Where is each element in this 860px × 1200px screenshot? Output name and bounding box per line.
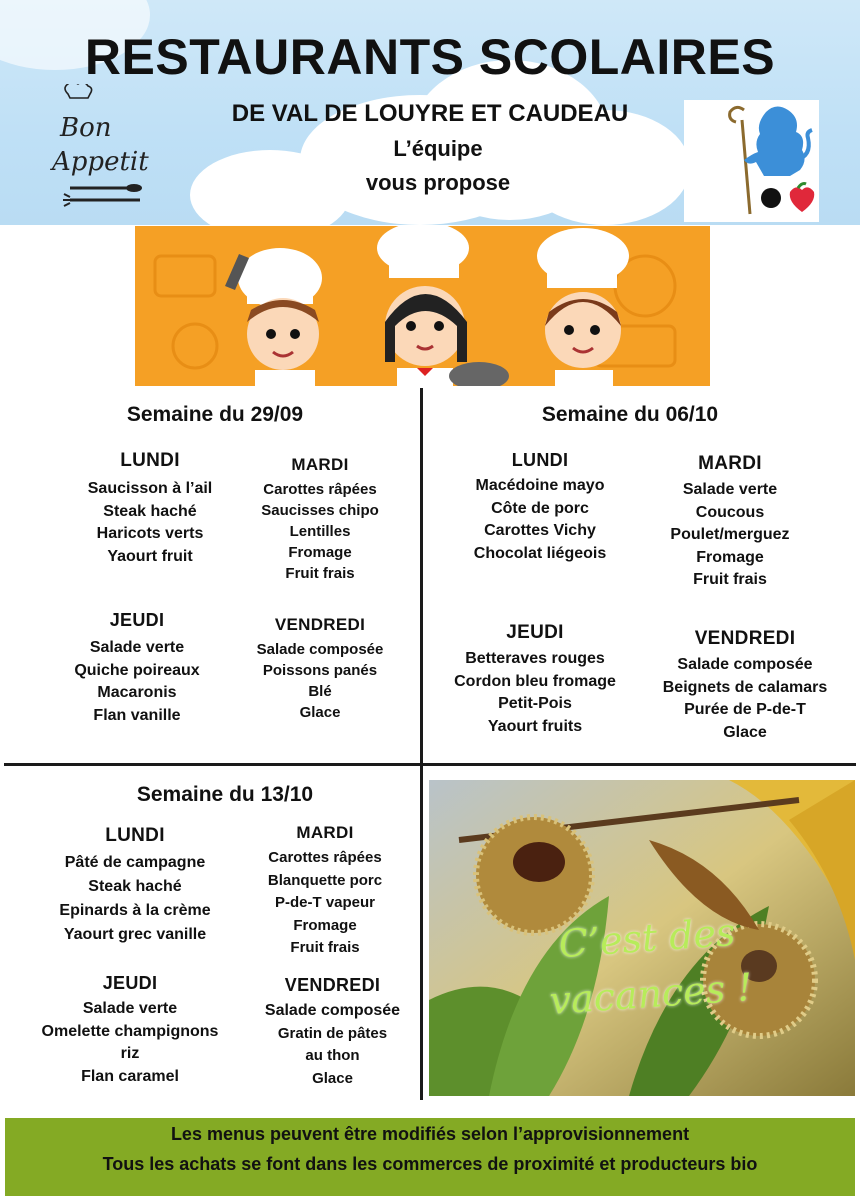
menu-item: Macaronis [97,684,177,701]
svg-text:Bon: Bon [60,113,112,143]
menu-item: Glace [312,1069,353,1087]
holiday-message [525,902,772,1030]
menu-item: Fromage [288,544,352,561]
page-subtitle: DE VAL DE LOUYRE ET CAUDEAU [231,100,629,127]
week-2-monday [430,450,650,565]
week-2-tuesday [635,453,825,592]
menu-item: Flan vanille [93,706,181,724]
menu-item: Fruit frais [290,939,360,956]
week-3-thursday [10,973,250,1088]
menu-item: Saucisses chipo [261,502,379,519]
holiday-line-2: vacances ! [548,964,754,1023]
day-name: VENDREDI [284,975,381,995]
menu-item: Flan caramel [81,1067,179,1085]
week-3-monday [15,825,255,947]
menu-item: Fruit frais [693,571,767,588]
holiday-line-1: C’est des [557,909,737,967]
chestnut-photo [429,780,855,1096]
menu-item: Glace [299,704,341,721]
header [0,0,860,225]
menu-item: Steak haché [88,878,182,895]
menu-item: Carottes Vichy [484,522,596,539]
day-name: JEUDI [102,973,158,993]
menu-item: Salade composée [264,1002,401,1019]
day-name: JEUDI [506,622,564,643]
week-1-tuesday [225,455,415,584]
menu-item: Macédoine mayo [475,477,605,494]
bon-appetit-logo [50,84,160,224]
commune-emblem [684,100,819,222]
week-3-friday [240,975,425,1090]
menu-item: Gratin de pâtes [277,1024,388,1042]
menu-item: Salade composée [677,656,813,673]
week-2-thursday [430,622,640,738]
menu-item: Coucous [695,503,765,521]
menu-item: Fromage [696,548,764,566]
day-name: VENDREDI [694,628,796,649]
menu-item: P-de-T vapeur [274,894,376,911]
day-name: MARDI [291,455,349,474]
menu-item: Lentilles [289,523,351,540]
menu-item: Yaourt grec vanille [63,926,207,943]
menu-item: Pâté de campagne [64,854,206,871]
menu-item: riz [120,1045,140,1062]
menu-item: Fromage [293,916,357,934]
week-3-tuesday [230,823,420,960]
menu-item: Salade verte [82,1000,178,1017]
day-name: LUNDI [511,450,569,470]
footer-banner [5,1118,855,1196]
menu-item: Betteraves rouges [465,650,605,667]
day-name: JEUDI [109,610,165,630]
day-name: MARDI [296,823,354,842]
menu-item: Salade verte [89,639,185,656]
week-2-title: Semaine du 06/10 [541,403,719,426]
menu-item: Carottes râpées [268,849,382,866]
chef-hat-icon [50,84,160,224]
grid-divider-horizontal [4,763,856,766]
week-2-friday [645,628,845,744]
week-1-title: Semaine du 29/09 [126,403,304,426]
menu-item: Yaourt fruit [107,547,193,565]
footer-line-2: Tous les achats se font dans les commerces de proximité et producteurs bio [102,1154,758,1174]
menu-item: Blanquette porc [267,871,383,889]
menu-item: Salade verte [682,481,778,498]
menu-item: au thon [305,1047,360,1064]
menu-item: Omelette champignons [41,1022,219,1040]
menu-item: Glace [723,723,767,741]
week-3-title: Semaine du 13/10 [136,783,314,806]
menu-item: Purée de P-de-T [684,701,806,718]
menu-item: Saucisson à l’ail [87,480,213,497]
menu-item: Beignets de calamars [662,678,828,696]
menu-item: Salade composée [256,641,384,658]
menu-item: Yaourt fruits [487,717,583,735]
menu-item: Chocolat liégeois [473,544,607,562]
day-name: VENDREDI [274,615,366,634]
footer-line-1: Les menus peuvent être modifiés selon l’approvisionnement [170,1124,690,1144]
menu-item: Quiche poireaux [74,661,200,679]
day-name: LUNDI [105,825,165,846]
tagline-line-1: L’équipe [393,136,483,161]
menu-item: Fruit frais [285,565,355,582]
menu-item: Steak haché [103,502,197,520]
page-title: RESTAURANTS SCOLAIRES [84,29,776,85]
day-name: LUNDI [120,450,180,471]
menu-item: Petit-Pois [498,695,572,712]
menu-item: Poissons panés [262,662,378,679]
kids-chefs-illustration [135,226,710,386]
day-name: MARDI [698,453,762,474]
menu-item: Carottes râpées [263,481,377,498]
chefs-banner [135,226,710,386]
menu-item: Haricots verts [96,525,204,542]
week-1-friday [225,615,415,723]
menu-item: Côte de porc [491,499,589,517]
svg-text:Appetit: Appetit [52,147,149,177]
menu-item: Cordon bleu fromage [454,672,616,690]
menu-item: Epinards à la crème [59,902,211,919]
menu-item: Poulet/merguez [670,526,790,543]
menu-item: Blé [308,683,332,700]
tagline-line-2: vous propose [365,170,511,195]
lion-crest-icon [684,100,819,222]
